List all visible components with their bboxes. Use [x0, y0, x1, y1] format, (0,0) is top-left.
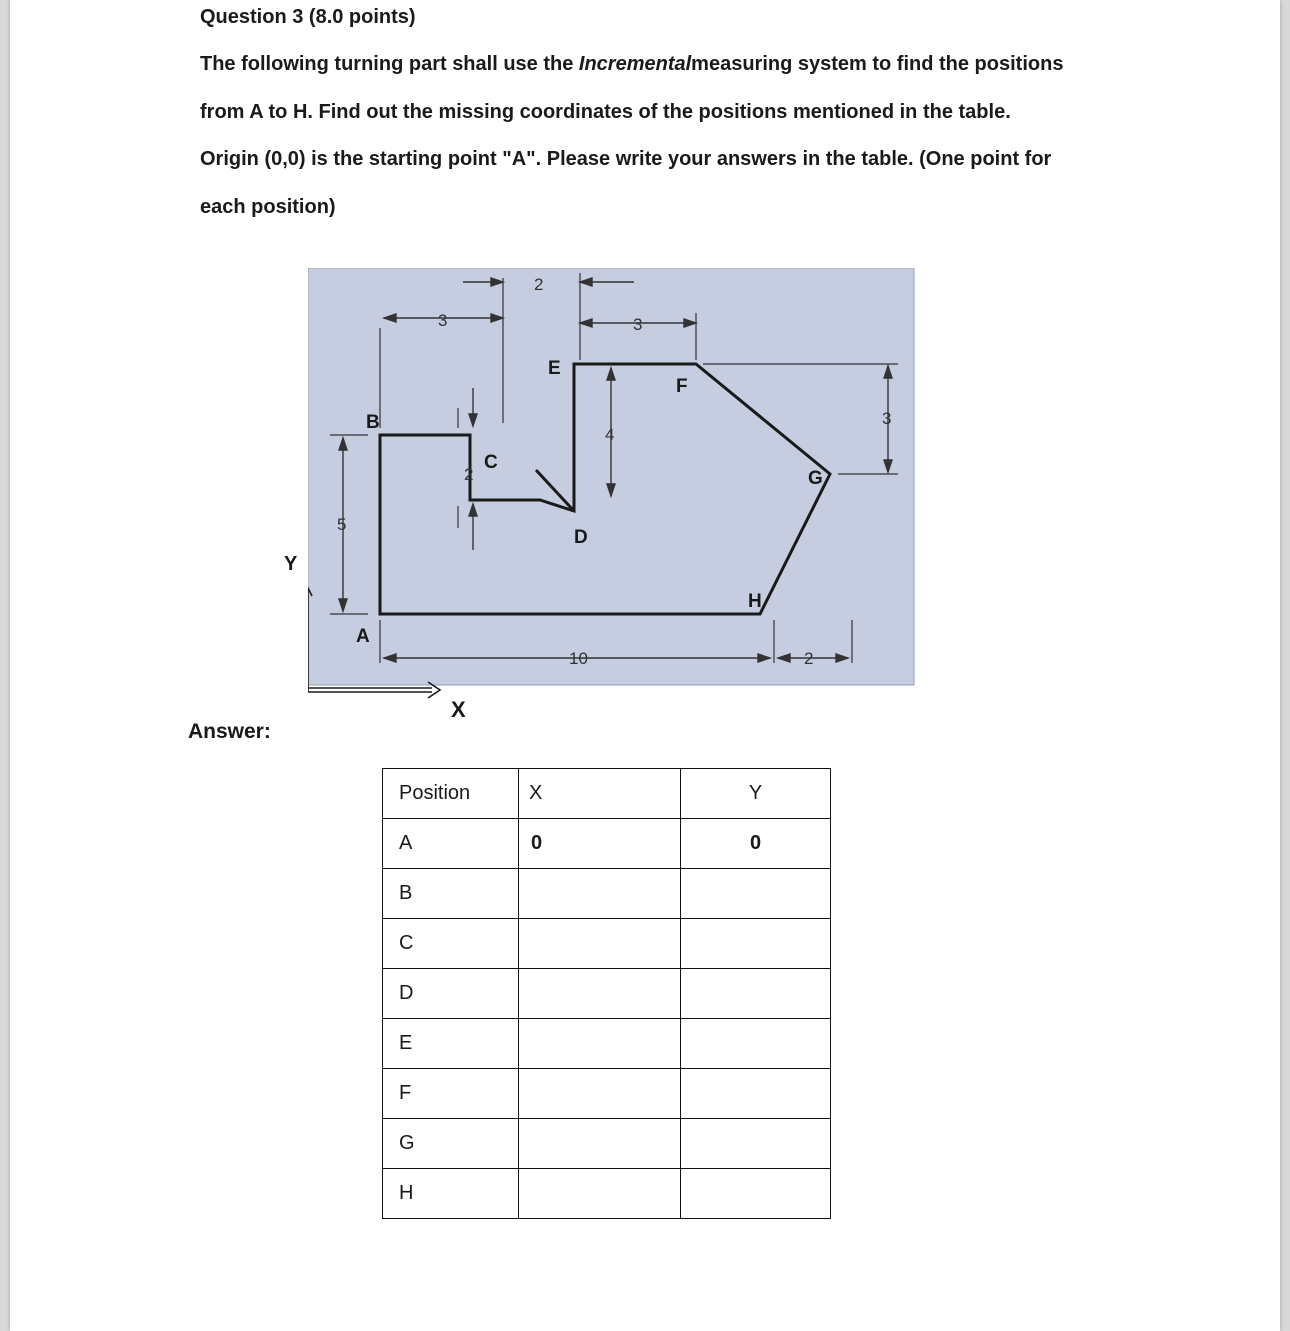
row-x-value[interactable] — [519, 1119, 681, 1169]
dim-4: 4 — [605, 425, 615, 444]
point-label-e: E — [548, 358, 561, 379]
row-position: E — [383, 1019, 519, 1069]
table-row — [383, 1169, 831, 1219]
point-label-d: D — [574, 527, 588, 548]
point-label-h: H — [748, 591, 762, 612]
dim-2-bottom: 2 — [804, 649, 814, 668]
row-position: A — [383, 819, 519, 869]
answer-table — [382, 768, 831, 1219]
row-x-value[interactable] — [519, 1019, 681, 1069]
row-position: B — [383, 869, 519, 919]
question-title: Question 3 (8.0 points) — [200, 6, 416, 28]
row-x-value[interactable] — [519, 1169, 681, 1219]
dim-2-c: 2 — [464, 465, 474, 484]
row-position: G — [383, 1119, 519, 1169]
point-label-c: C — [484, 452, 498, 473]
row-y-value[interactable] — [681, 1019, 831, 1069]
turning-part-drawing — [308, 268, 928, 728]
point-label-b: B — [366, 412, 380, 433]
row-position: H — [383, 1169, 519, 1219]
row-x-value[interactable] — [519, 1069, 681, 1119]
dim-3-top: 3 — [438, 311, 448, 330]
table-row — [383, 869, 831, 919]
row-y-value[interactable] — [681, 1119, 831, 1169]
dim-10: 10 — [569, 649, 588, 668]
row-y-value[interactable] — [681, 869, 831, 919]
table-header-row — [383, 769, 831, 819]
dim-2-top: 2 — [534, 275, 544, 294]
table-row — [383, 1019, 831, 1069]
dim-3-right: 3 — [633, 315, 643, 334]
row-y-value[interactable] — [681, 1069, 831, 1119]
row-x-value[interactable] — [519, 919, 681, 969]
header-x: X — [519, 769, 681, 819]
row-x-value[interactable] — [519, 869, 681, 919]
table-row — [383, 1119, 831, 1169]
table-row — [383, 969, 831, 1019]
x-axis-arrow — [308, 688, 432, 692]
point-label-g: G — [808, 468, 823, 489]
header-y: Y — [681, 769, 831, 819]
question-line-4: each position) — [200, 196, 336, 218]
row-x-value[interactable] — [519, 969, 681, 1019]
question-line-1 — [200, 53, 1063, 76]
question-line-1-post: measuring system to find the positions — [691, 53, 1064, 75]
y-axis-label: Y — [284, 553, 298, 575]
table-row — [383, 1069, 831, 1119]
answer-label: Answer: — [188, 720, 271, 743]
question-line-1-emphasis: Incremental — [578, 53, 692, 75]
question-line-1-pre: The following turning part shall use the — [200, 53, 579, 75]
row-x-value: 0 — [519, 819, 681, 869]
header-position: Position — [383, 769, 519, 819]
row-y-value[interactable] — [681, 969, 831, 1019]
row-position: F — [383, 1069, 519, 1119]
row-y-value: 0 — [681, 819, 831, 869]
row-position: D — [383, 969, 519, 1019]
document-page — [10, 0, 1280, 1331]
row-position: C — [383, 919, 519, 969]
row-y-value[interactable] — [681, 919, 831, 969]
point-label-a: A — [356, 626, 370, 647]
table-row — [383, 919, 831, 969]
x-axis-label: X — [451, 697, 466, 722]
table-row — [383, 819, 831, 869]
dim-5: 5 — [337, 515, 347, 534]
row-y-value[interactable] — [681, 1169, 831, 1219]
dim-3-side: 3 — [882, 409, 892, 428]
question-line-2: from A to H. Find out the missing coordinates of the positions mentioned in the table. — [200, 101, 1011, 123]
point-label-f: F — [676, 376, 688, 397]
question-line-3: Origin (0,0) is the starting point "A". Please write your answers in the table. (One point for — [200, 148, 1052, 170]
